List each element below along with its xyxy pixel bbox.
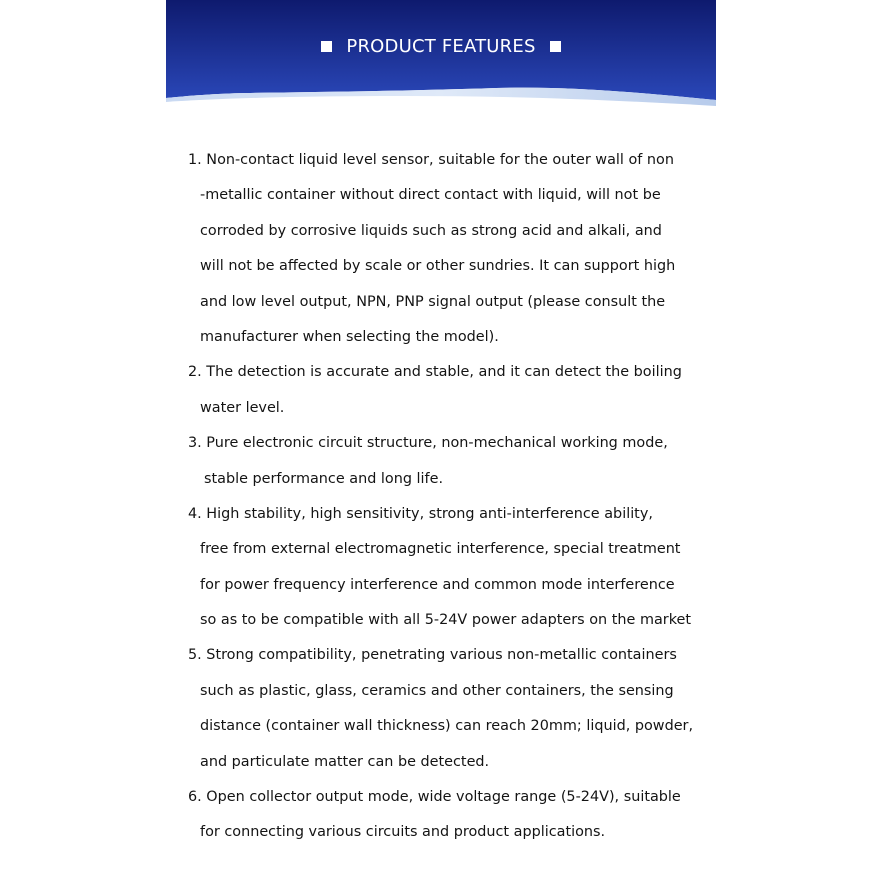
- page-title: PRODUCT FEATURES: [346, 35, 536, 57]
- feature-item-1: [188, 143, 708, 355]
- feature-item-6: [188, 780, 708, 851]
- feature-line: corroded by corrosive liquids such as strong acid and alkali, and: [200, 222, 662, 239]
- feature-line: free from external electromagnetic interference, special treatment: [200, 541, 681, 558]
- feature-line: 6. Open collector output mode, wide voltage range (5-24V), suitable: [188, 789, 681, 806]
- banner-title-row: [166, 32, 716, 60]
- feature-line: 1. Non-contact liquid level sensor, suitable for the outer wall of non: [188, 152, 674, 168]
- feature-line: will not be affected by scale or other sundries. It can support high: [200, 258, 676, 275]
- feature-line: 4. High stability, high sensitivity, strong anti-interference ability,: [188, 505, 653, 522]
- feature-line: manufacturer when selecting the model).: [200, 328, 499, 345]
- header-banner: [166, 0, 716, 110]
- feature-line: and particulate matter can be detected.: [200, 753, 490, 770]
- feature-line: and low level output, NPN, PNP signal output (please consult the: [200, 293, 666, 310]
- feature-line: 2. The detection is accurate and stable, and it can detect the boiling: [188, 364, 682, 381]
- feature-line: -metallic container without direct contact with liquid, will not be: [200, 187, 661, 204]
- feature-line: such as plastic, glass, ceramics and other containers, the sensing: [200, 682, 674, 699]
- square-bullet-icon: [321, 41, 332, 52]
- feature-item-3: [188, 426, 708, 497]
- feature-list: [188, 143, 708, 851]
- feature-line: 3. Pure electronic circuit structure, non-mechanical working mode,: [188, 435, 668, 452]
- feature-item-4: [188, 497, 708, 639]
- feature-line: distance (container wall thickness) can reach 20mm; liquid, powder,: [200, 718, 694, 735]
- square-bullet-icon: [550, 41, 561, 52]
- feature-line: 5. Strong compatibility, penetrating various non-metallic containers: [188, 647, 677, 664]
- feature-item-5: [188, 638, 708, 780]
- feature-line: so as to be compatible with all 5-24V power adapters on the market: [200, 612, 692, 629]
- feature-line: for connecting various circuits and product applications.: [200, 824, 606, 841]
- feature-line: water level.: [200, 399, 285, 416]
- feature-line: for power frequency interference and common mode interference: [200, 576, 675, 593]
- feature-line: stable performance and long life.: [204, 470, 444, 487]
- feature-item-2: [188, 355, 708, 426]
